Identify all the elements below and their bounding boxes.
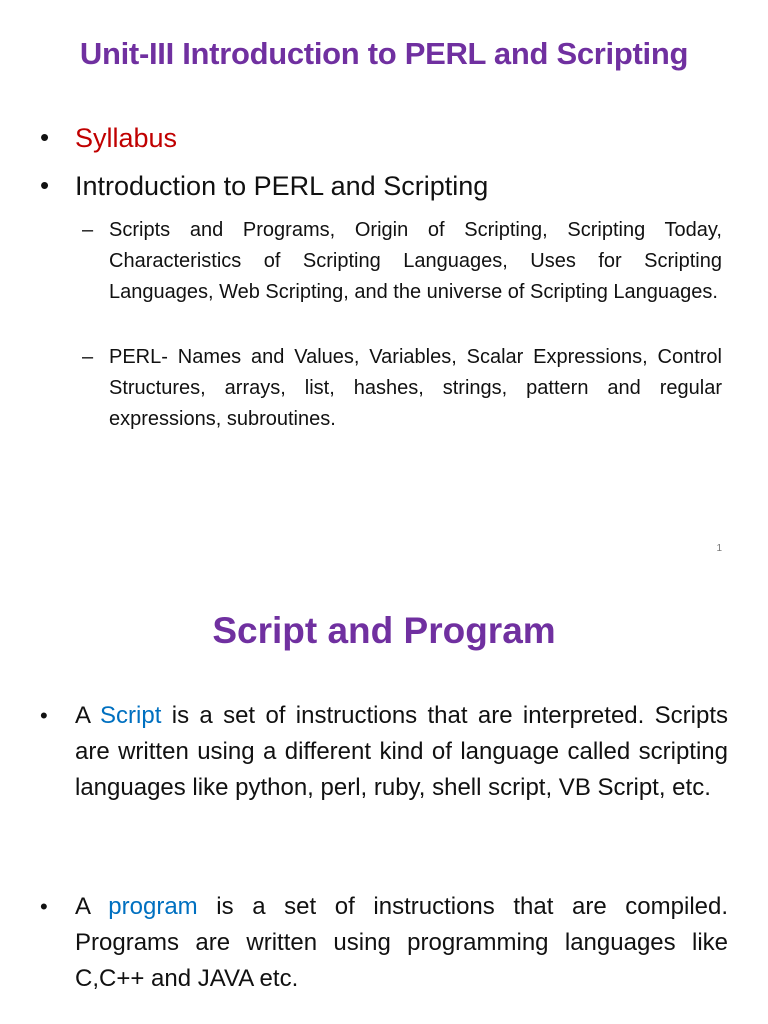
bullet-program-text — [75, 889, 728, 997]
sub-item-scripting-text: Scripts and Programs, Origin of Scripting, Scripting Today, Characteristics of Scripting Languages, Uses for Scripting Languages, Web Scripting, and the universe of Scripting Languages. — [109, 219, 722, 303]
program-keyword: program — [108, 893, 198, 920]
bullet-dot-icon: • — [40, 170, 50, 200]
slide-2-title: Script and Program — [212, 610, 556, 651]
sub-item-perl-text: PERL- Names and Values, Variables, Scalar Expressions, Control Structures, arrays, list, hashes, strings, pattern and regular expressions, subroutines. — [109, 346, 722, 430]
bullet-script — [30, 698, 728, 806]
bullet-script-prefix: A — [75, 702, 90, 729]
bullet-script-rest: is a set of instructions that are interpreted. Scripts are written using a different kind of language called scripting languages like python, perl, ruby, shell script, VB Script, etc. — [75, 702, 728, 801]
bullet-syllabus-text: Syllabus — [75, 123, 178, 153]
dash-icon: – — [82, 219, 94, 241]
sub-item-scripting — [82, 215, 722, 308]
bullet-intro — [30, 170, 724, 202]
bullet-dot-icon: • — [40, 122, 50, 152]
bullet-program-prefix: A — [75, 893, 90, 920]
bullet-syllabus — [30, 122, 724, 154]
script-keyword: Script — [100, 702, 162, 729]
dash-icon: – — [82, 346, 94, 368]
bullet-dot-icon: • — [40, 703, 48, 728]
bullet-intro-text: Introduction to PERL and Scripting — [75, 171, 489, 201]
sub-item-perl — [82, 342, 722, 435]
bullet-script-text — [75, 698, 728, 806]
bullet-program — [30, 889, 728, 997]
bullet-program-rest: is a set of instructions that are compiled. Programs are written using programming languages like C,C++ and JAVA etc. — [75, 893, 729, 992]
page-number: 1 — [716, 543, 722, 554]
bullet-dot-icon: • — [40, 894, 48, 919]
slide-2 — [0, 572, 768, 1024]
slide-1-title: Unit-III Introduction to PERL and Scripting — [79, 36, 689, 71]
